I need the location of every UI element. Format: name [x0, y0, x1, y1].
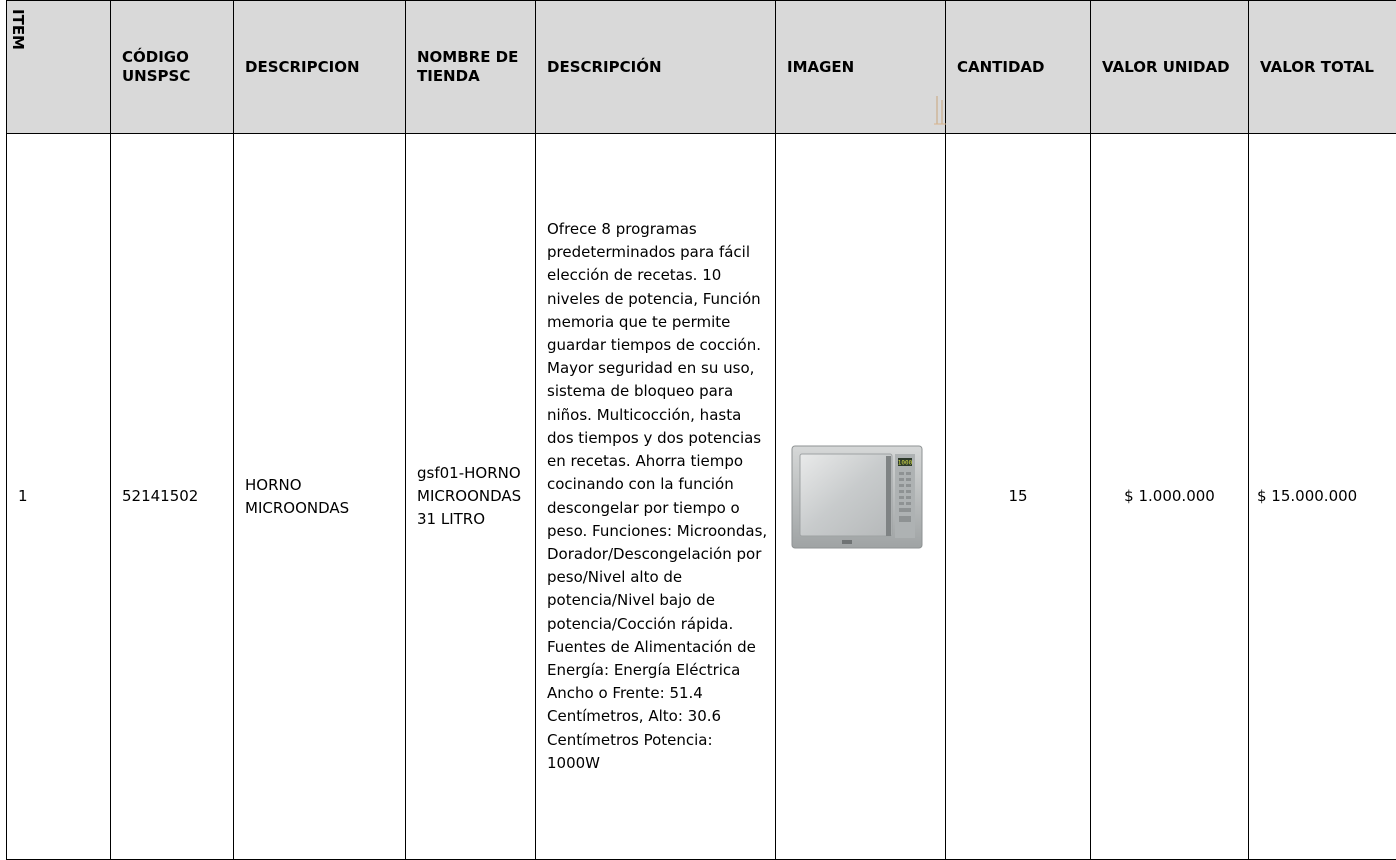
product-table [6, 0, 1396, 860]
header-descripcion2 [536, 1, 776, 134]
descripcion-value: HORNO MICROONDAS [245, 475, 350, 517]
cell-cantidad [946, 134, 1091, 860]
header-descripcion2-label: DESCRIPCIÓN [547, 57, 662, 76]
cell-valor-unidad [1091, 134, 1249, 860]
header-imagen-label: IMAGEN [787, 57, 855, 76]
table-row [7, 134, 1396, 860]
header-valor-total-label: VALOR TOTAL [1260, 57, 1374, 76]
valor-total-value: $ 15.000.000 [1257, 487, 1358, 505]
header-tienda-label: NOMBRE DE TIENDA [417, 48, 519, 85]
header-descripcion [234, 1, 406, 134]
cantidad-value: 15 [1008, 487, 1028, 505]
codigo-value: 52141502 [122, 487, 199, 505]
decorative-mark-icon [933, 94, 947, 138]
detalle-value: Ofrece 8 programas predeterminados para fácil elección de recetas. 10 niveles de potencia, Función memoria que te permite guardar tiempos de cocción. Mayor seguridad en su uso, sistema de bloqueo para niños. Multicocción, hasta dos tiempos y dos potencias en recetas. Ahorra tiempo cocinando con la función descongelar por tiempo o peso. Funciones: Microondas, Dorador/Descongelación por peso/Nivel alto de potencia/Nivel bajo de potencia/Cocción rápida. Fuentes de Alimentación de Energía: Energía Eléctrica Ancho o Frente: 51.4 Centímetros, Alto: 30.6 Centímetros Potencia: 1000W [547, 220, 768, 772]
cell-descripcion [234, 134, 406, 860]
header-codigo-label: CÓDIGO UNSPSC [122, 48, 191, 85]
header-codigo [111, 1, 234, 134]
oven-display-text: 1000 [897, 459, 912, 466]
microwave-oven-image [790, 442, 924, 552]
header-cantidad-label: CANTIDAD [957, 57, 1045, 76]
cell-detalle [536, 134, 776, 860]
cell-codigo [111, 134, 234, 860]
tienda-value: gsf01-HORNO MICROONDAS 31 LITRO [417, 464, 522, 528]
header-valor-unidad [1091, 1, 1249, 134]
valor-unidad-value: $ 1.000.000 [1124, 487, 1215, 505]
header-valor-total [1249, 1, 1396, 134]
microwave-svg [790, 442, 924, 552]
header-row [7, 1, 1396, 134]
header-item [7, 1, 111, 134]
header-tienda [406, 1, 536, 134]
header-cantidad [946, 1, 1091, 134]
cell-tienda [406, 134, 536, 860]
header-valor-unidad-label: VALOR UNIDAD [1102, 57, 1230, 76]
cell-valor-total [1249, 134, 1396, 860]
cell-item [7, 134, 111, 860]
header-imagen [776, 1, 946, 134]
item-number: 1 [18, 487, 28, 505]
cell-imagen [776, 134, 946, 860]
header-descripcion-label: DESCRIPCION [245, 57, 360, 76]
header-item-label: ITEM [9, 9, 27, 50]
